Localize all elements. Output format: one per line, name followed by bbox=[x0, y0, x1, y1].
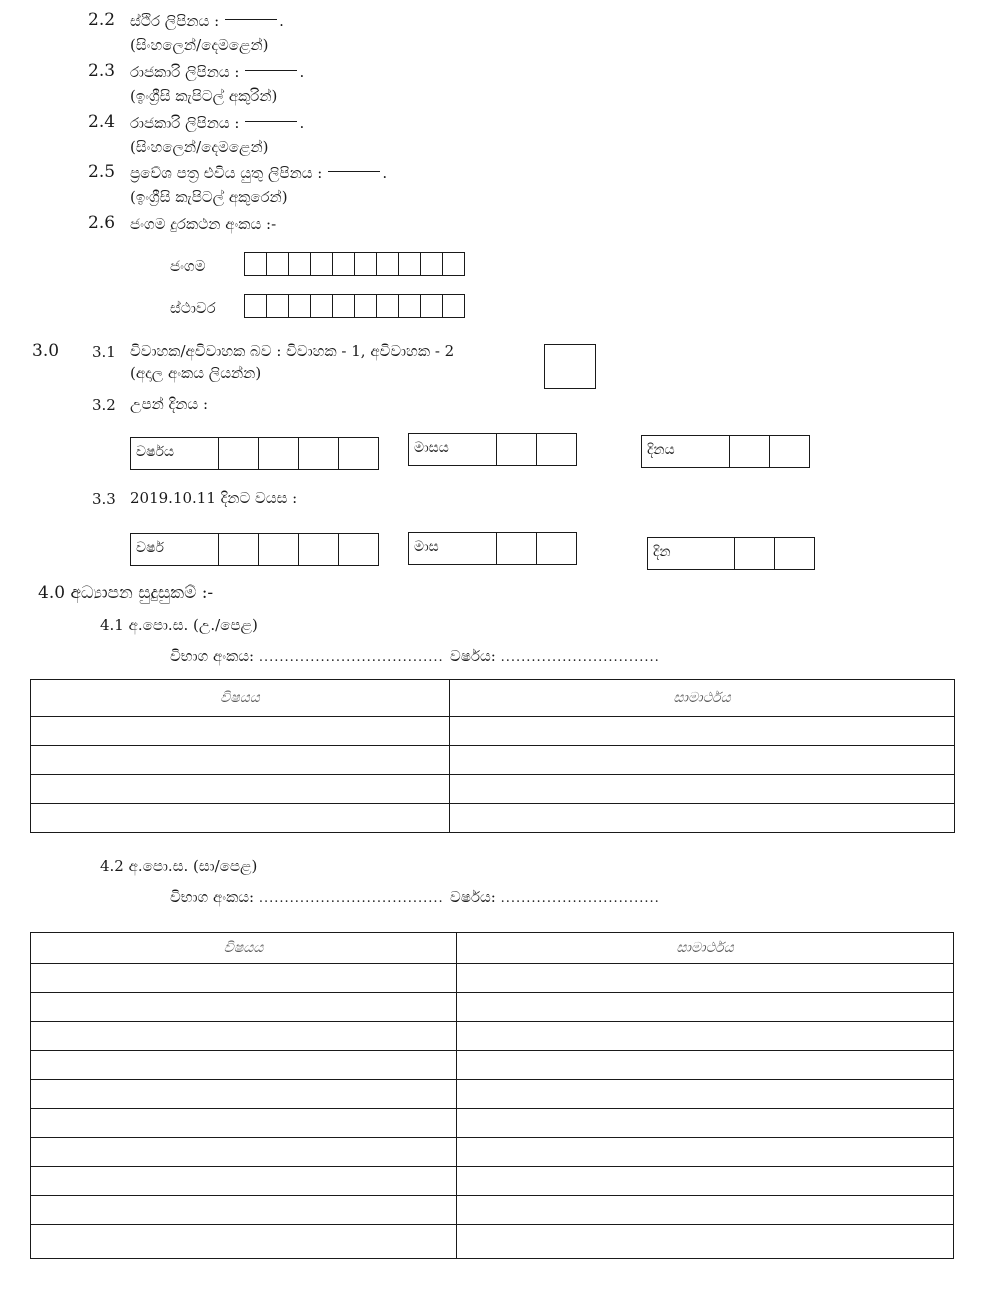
table-cell[interactable] bbox=[31, 1167, 457, 1196]
marital-status-box[interactable] bbox=[544, 344, 596, 389]
table-cell[interactable] bbox=[457, 1051, 954, 1080]
age-label: 2019.10.11 දිනට වයස : bbox=[130, 489, 298, 507]
table-cell[interactable] bbox=[31, 1196, 457, 1225]
table-cell[interactable] bbox=[457, 1109, 954, 1138]
al-col-result: සාමාර්ථය bbox=[450, 680, 955, 717]
table-row bbox=[31, 1022, 954, 1051]
table-cell[interactable] bbox=[31, 717, 450, 746]
table-cell[interactable] bbox=[31, 964, 457, 993]
al-year-dots[interactable]: ............................... bbox=[500, 650, 660, 665]
item-3-2-number: 3.2 bbox=[92, 396, 116, 414]
marital-status-sub: (අදාල අංකය ලියන්න) bbox=[130, 364, 262, 382]
age-month-label: මාස bbox=[409, 533, 497, 564]
section-3-number: 3.0 bbox=[32, 341, 60, 361]
ol-year-line bbox=[450, 888, 660, 906]
table-row bbox=[31, 1225, 954, 1259]
ol-index-dots[interactable]: .................................... bbox=[258, 891, 444, 906]
item-2-6-number: 2.6 bbox=[88, 213, 116, 233]
ol-col-result: සාමාර්ථය bbox=[457, 933, 954, 964]
section-4-heading: 4.0 අධ්‍යාපන සුදුසුකම් :- bbox=[38, 583, 214, 603]
item-2-4-number: 2.4 bbox=[88, 112, 116, 132]
table-row bbox=[31, 717, 955, 746]
table-row bbox=[31, 804, 955, 833]
ol-col-subject: විෂයය bbox=[31, 933, 457, 964]
item-3-1-number: 3.1 bbox=[92, 343, 116, 361]
table-cell[interactable] bbox=[31, 775, 450, 804]
al-index-dots[interactable]: .................................... bbox=[258, 650, 444, 665]
table-cell[interactable] bbox=[31, 1022, 457, 1051]
dob-year-label: වර්ෂය bbox=[131, 438, 219, 469]
table-header-row bbox=[31, 933, 954, 964]
table-cell[interactable] bbox=[457, 1225, 954, 1259]
al-index-line bbox=[170, 647, 444, 665]
table-cell[interactable] bbox=[31, 993, 457, 1022]
table-cell[interactable] bbox=[31, 1051, 457, 1080]
ol-year-dots[interactable]: ............................... bbox=[500, 891, 660, 906]
table-row bbox=[31, 1138, 954, 1167]
marital-status-label: විවාහක/අවිවාහක බව : විවාහක - 1, අවිවාහක - 2 bbox=[130, 342, 455, 360]
table-cell[interactable] bbox=[31, 1225, 457, 1259]
dob-day-box[interactable] bbox=[641, 435, 810, 468]
item-2-5-label: ප්‍රවේශ පත්‍ර එවිය යුතු ලිපිනය : . bbox=[130, 164, 388, 182]
dob-day-label: දිනය bbox=[642, 436, 730, 467]
table-cell[interactable] bbox=[450, 775, 955, 804]
fixed-number-boxes[interactable] bbox=[244, 294, 465, 318]
item-2-2-number: 2.2 bbox=[88, 10, 116, 30]
al-col-subject: විෂයය bbox=[31, 680, 450, 717]
table-row bbox=[31, 1196, 954, 1225]
item-2-3-label: රාජකාරි ලිපිනය : . bbox=[130, 63, 305, 81]
table-cell[interactable] bbox=[31, 746, 450, 775]
table-cell[interactable] bbox=[450, 804, 955, 833]
item-2-3-sub: (ඉංග්‍රීසි කැපිටල් අකුරින්) bbox=[130, 87, 278, 105]
table-cell[interactable] bbox=[457, 1080, 954, 1109]
age-year-box[interactable] bbox=[130, 533, 379, 566]
table-cell[interactable] bbox=[457, 1022, 954, 1051]
item-2-4-sub: (සිංහලෙන්/දෙමළෙන්) bbox=[130, 138, 269, 156]
dob-month-label: මාසය bbox=[409, 434, 497, 465]
al-year-label: වර්ෂය: bbox=[450, 647, 496, 665]
ol-results-table bbox=[30, 932, 954, 1259]
item-3-3-number: 3.3 bbox=[92, 490, 116, 508]
ol-index-line bbox=[170, 888, 444, 906]
table-cell[interactable] bbox=[31, 804, 450, 833]
item-2-5-number: 2.5 bbox=[88, 162, 116, 182]
item-2-2-label: ස්ථිර ලිපිනය : . bbox=[130, 12, 284, 30]
table-row bbox=[31, 775, 955, 804]
ol-index-label: විභාග අංකය: bbox=[170, 888, 255, 906]
table-row bbox=[31, 993, 954, 1022]
dob-year-box[interactable] bbox=[130, 437, 379, 470]
ol-year-label: වර්ෂය: bbox=[450, 888, 496, 906]
mobile-number-boxes[interactable] bbox=[244, 252, 465, 276]
al-results-table bbox=[30, 679, 955, 833]
table-cell[interactable] bbox=[457, 993, 954, 1022]
table-cell[interactable] bbox=[450, 717, 955, 746]
dob-month-box[interactable] bbox=[408, 433, 577, 466]
al-year-line bbox=[450, 647, 660, 665]
al-title: 4.1 අ.පො.ස. (උ./පෙළ) bbox=[100, 616, 258, 634]
dob-label: උපන් දිනය : bbox=[130, 395, 208, 413]
item-2-3-number: 2.3 bbox=[88, 61, 116, 81]
table-cell[interactable] bbox=[450, 746, 955, 775]
table-cell[interactable] bbox=[457, 1138, 954, 1167]
table-row bbox=[31, 1167, 954, 1196]
ol-title: 4.2 අ.පො.ස. (සා/පෙළ) bbox=[100, 857, 258, 875]
table-cell[interactable] bbox=[31, 1080, 457, 1109]
table-row bbox=[31, 964, 954, 993]
table-cell[interactable] bbox=[457, 1196, 954, 1225]
item-2-4-label: රාජකාරි ලිපිනය : . bbox=[130, 114, 305, 132]
table-header-row bbox=[31, 680, 955, 717]
age-day-label: දින bbox=[648, 538, 735, 569]
age-day-box[interactable] bbox=[647, 537, 815, 570]
item-2-5-sub: (ඉංග්‍රීසි කැපිටල් අකුරෙන්) bbox=[130, 188, 288, 206]
al-index-label: විභාග අංකය: bbox=[170, 647, 255, 665]
phone-heading: ජංගම දුරකථන අංකය :- bbox=[130, 215, 277, 233]
fixed-line-label: ස්ථාවර bbox=[170, 299, 216, 317]
table-row bbox=[31, 1051, 954, 1080]
item-2-2-sub: (සිංහලෙන්/දෙමළෙන්) bbox=[130, 36, 269, 54]
table-row bbox=[31, 1109, 954, 1138]
table-cell[interactable] bbox=[31, 1109, 457, 1138]
age-year-label: වර්ෂ bbox=[131, 534, 219, 565]
table-row bbox=[31, 1080, 954, 1109]
table-cell[interactable] bbox=[31, 1138, 457, 1167]
table-cell[interactable] bbox=[457, 964, 954, 993]
table-row bbox=[31, 746, 955, 775]
table-cell[interactable] bbox=[457, 1167, 954, 1196]
age-month-box[interactable] bbox=[408, 532, 577, 565]
mobile-label: ජංගම bbox=[170, 257, 206, 275]
